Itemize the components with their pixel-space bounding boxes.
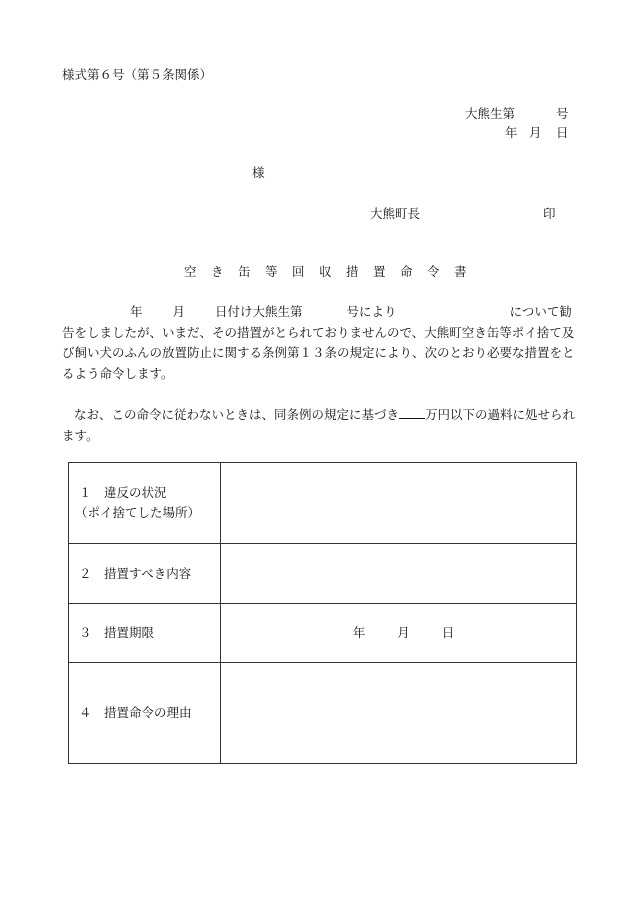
table-row <box>69 544 577 604</box>
body2-after: 万円以下の過料に処せられます。 <box>62 407 576 443</box>
body1-text: について勧告をしましたが、いまだ、その措置がとられておりませんので、大熊町空き缶等ポイ捨て及び飼い犬のふんの放置防止に関する条例第１３条の規定により、次のとおり必要な措置をとるよう命令します。 <box>62 304 575 381</box>
body2-before: なお、この命令に従わないときは、同条例の規定に基づき <box>74 407 400 422</box>
deadline-month: 月 <box>397 625 410 640</box>
issuer-name: 大熊町長 <box>370 206 421 221</box>
row2-value <box>221 544 577 604</box>
row1-label <box>69 463 221 544</box>
row4-label: ４ 措置命令の理由 <box>69 663 221 764</box>
row3-label: ３ 措置期限 <box>69 604 221 663</box>
fine-amount-blank <box>399 406 425 419</box>
body1-dated: 日付け大熊生第 <box>215 304 303 319</box>
row3-value <box>221 604 577 663</box>
table-row <box>69 663 577 764</box>
body-paragraph-2 <box>62 405 582 446</box>
table-row <box>69 604 577 663</box>
row2-label: ２ 措置すべき内容 <box>69 544 221 604</box>
body1-month: 月 <box>172 304 186 319</box>
seal-mark: 印 <box>543 206 556 221</box>
doc-number-prefix: 大熊生第 <box>465 106 516 121</box>
form-label: 様式第６号（第５条関係） <box>62 67 213 82</box>
deadline-day: 日 <box>441 625 455 640</box>
order-details-table <box>68 462 577 764</box>
body1-number-suffix: 号により <box>346 304 397 319</box>
row1-label-line1: １ 違反の状況 <box>79 485 167 500</box>
row4-value <box>221 663 577 764</box>
doc-number-suffix: 号 <box>556 106 569 121</box>
body1-year: 年 <box>130 304 143 319</box>
date-month: 月 <box>529 125 542 140</box>
recipient-honorific: 様 <box>252 165 265 180</box>
row1-label-line2: （ポイ捨てした場所） <box>75 505 201 520</box>
document-title: 空き缶等回収措置命令書 <box>184 264 482 279</box>
body-paragraph-1 <box>62 302 582 384</box>
date-day: 日 <box>556 125 569 140</box>
deadline-year: 年 <box>352 625 366 640</box>
table-row <box>69 463 577 544</box>
row1-value <box>221 463 577 544</box>
date-year: 年 <box>505 125 518 140</box>
